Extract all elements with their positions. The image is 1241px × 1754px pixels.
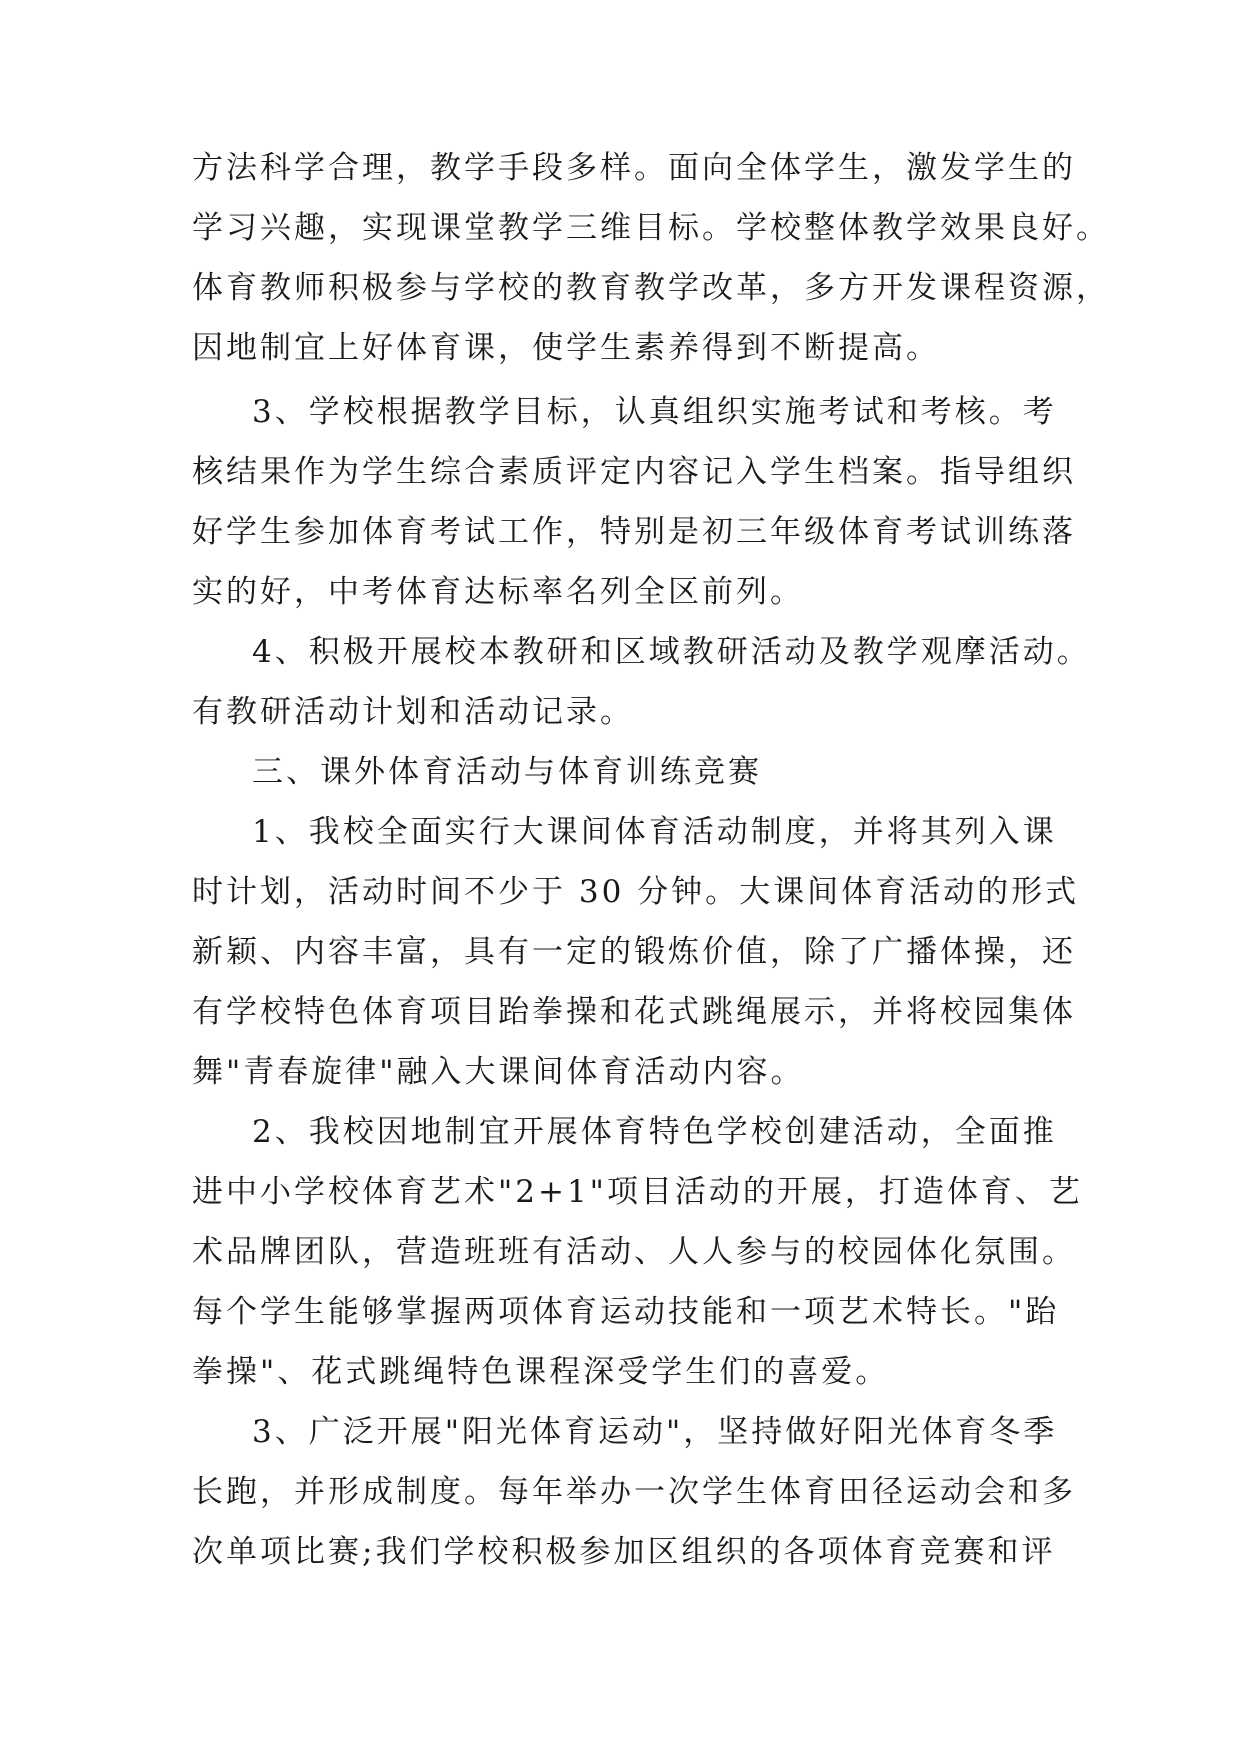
section-heading: 三、课外体育活动与体育训练竞赛 — [252, 754, 762, 790]
text-line: 术品牌团队，营造班班有活动、人人参与的校园体化氛围。 — [192, 1234, 1076, 1270]
text-line: 核结果作为学生综合素质评定内容记入学生档案。指导组织 — [192, 454, 1076, 490]
text-line: 次单项比赛;我们学校积极参加区组织的各项体育竞赛和评 — [192, 1534, 1056, 1570]
text-line: 2、我校因地制宜开展体育特色学校创建活动，全面推 — [252, 1114, 1057, 1150]
text-line: 舞"青春旋律"融入大课间体育活动内容。 — [192, 1054, 805, 1090]
text-line: 1、我校全面实行大课间体育活动制度，并将其列入课 — [252, 814, 1057, 850]
text-line: 3、广泛开展"阳光体育运动"，坚持做好阳光体育冬季 — [252, 1414, 1058, 1450]
text-line: 4、积极开展校本教研和区域教研活动及教学观摩活动。 — [252, 634, 1091, 670]
text-line: 每个学生能够掌握两项体育运动技能和一项艺术特长。"跆 — [192, 1294, 1060, 1330]
text-line: 新颖、内容丰富，具有一定的锻炼价值，除了广播体操，还 — [192, 934, 1076, 970]
text-line: 好学生参加体育考试工作，特别是初三年级体育考试训练落 — [192, 514, 1076, 550]
text-line: 长跑，并形成制度。每年举办一次学生体育田径运动会和多 — [192, 1474, 1076, 1510]
text-line: 体育教师积极参与学校的教育教学改革，多方开发课程资源， — [192, 270, 1110, 306]
text-line: 拳操"、花式跳绳特色课程深受学生们的喜爱。 — [192, 1354, 890, 1390]
text-line: 学习兴趣，实现课堂教学三维目标。学校整体教学效果良好。 — [192, 210, 1110, 246]
text-line: 进中小学校体育艺术"2+1"项目活动的开展，打造体育、艺 — [192, 1174, 1083, 1210]
text-line: 有教研活动计划和活动记录。 — [192, 694, 634, 730]
text-line: 方法科学合理，教学手段多样。面向全体学生，激发学生的 — [192, 150, 1076, 186]
text-line: 实的好，中考体育达标率名列全区前列。 — [192, 574, 804, 610]
text-line: 因地制宜上好体育课，使学生素养得到不断提高。 — [192, 330, 940, 366]
text-line: 3、学校根据教学目标，认真组织实施考试和考核。考 — [252, 394, 1057, 430]
text-line: 时计划，活动时间不少于 30 分钟。大课间体育活动的形式 — [192, 874, 1080, 910]
text-line: 有学校特色体育项目跆拳操和花式跳绳展示，并将校园集体 — [192, 994, 1076, 1030]
